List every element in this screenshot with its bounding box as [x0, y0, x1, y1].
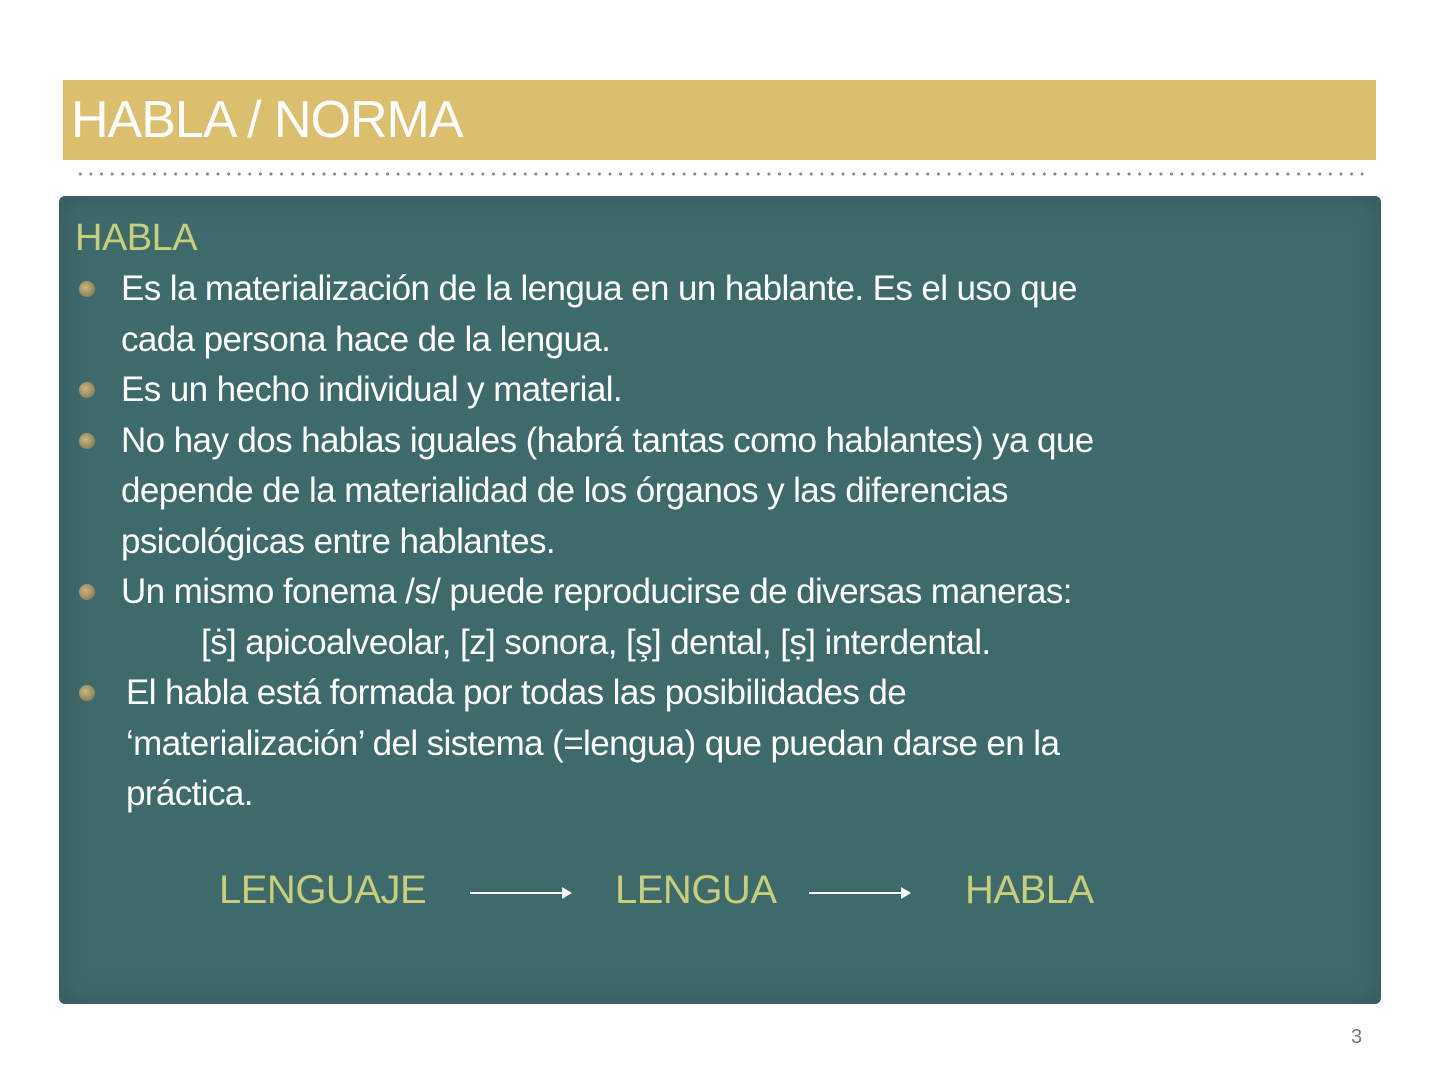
bullet-text: El habla está formada por todas las posibilidades de: [126, 673, 907, 712]
page-number: 3: [1351, 1026, 1363, 1048]
bullet-text: depende de la materialidad de los órganos y las diferencias: [121, 471, 1008, 510]
bullet-text: No hay dos hablas iguales (habrá tantas como hablantes) ya que: [121, 420, 1094, 460]
flow-lengua: LENGUA: [615, 868, 777, 912]
bullet-text: cada persona hace de la lengua.: [121, 319, 611, 359]
bullet-text: psicológicas entre hablantes.: [121, 521, 555, 561]
bullet-icon: [79, 584, 95, 600]
flow-lenguaje: LENGUAJE: [219, 868, 427, 912]
arrow-right-icon: [470, 892, 570, 894]
bullet-text: práctica.: [126, 774, 253, 813]
bullet-text: Es un hecho individual y material.: [121, 370, 622, 409]
bullet-icon: [79, 281, 95, 297]
bullet-icon: [79, 382, 95, 398]
bullet-list: [59, 264, 1381, 820]
arrow-right-icon: [809, 892, 909, 894]
section-heading: HABLA: [75, 217, 198, 259]
bullet-item: [59, 365, 1381, 416]
bullet-item: [59, 416, 1381, 568]
bullet-text: Un mismo fonema /s/ puede reproducirse de diversas maneras:: [121, 572, 1072, 611]
bullet-item: [59, 264, 1381, 365]
flow-habla: HABLA: [965, 868, 1094, 912]
bullet-item: [59, 668, 1381, 820]
title-bar: [63, 80, 1376, 160]
bullet-subtext: [ṡ] apicoalveolar, [z] sonora, [ş] dental, [ṣ] interdental.: [201, 622, 991, 662]
slide-title: HABLA / NORMA: [71, 91, 463, 149]
dotted-divider: [75, 171, 1370, 177]
bullet-icon: [79, 685, 95, 701]
concept-flow: [59, 868, 1381, 918]
bullet-item: [59, 567, 1381, 668]
bullet-icon: [79, 433, 95, 449]
content-panel: [59, 196, 1381, 1004]
bullet-text: Es la materialización de la lengua en un hablante. Es el uso que: [121, 269, 1077, 308]
bullet-text: ‘materialización’ del sistema (=lengua) que puedan darse en la: [126, 723, 1060, 763]
